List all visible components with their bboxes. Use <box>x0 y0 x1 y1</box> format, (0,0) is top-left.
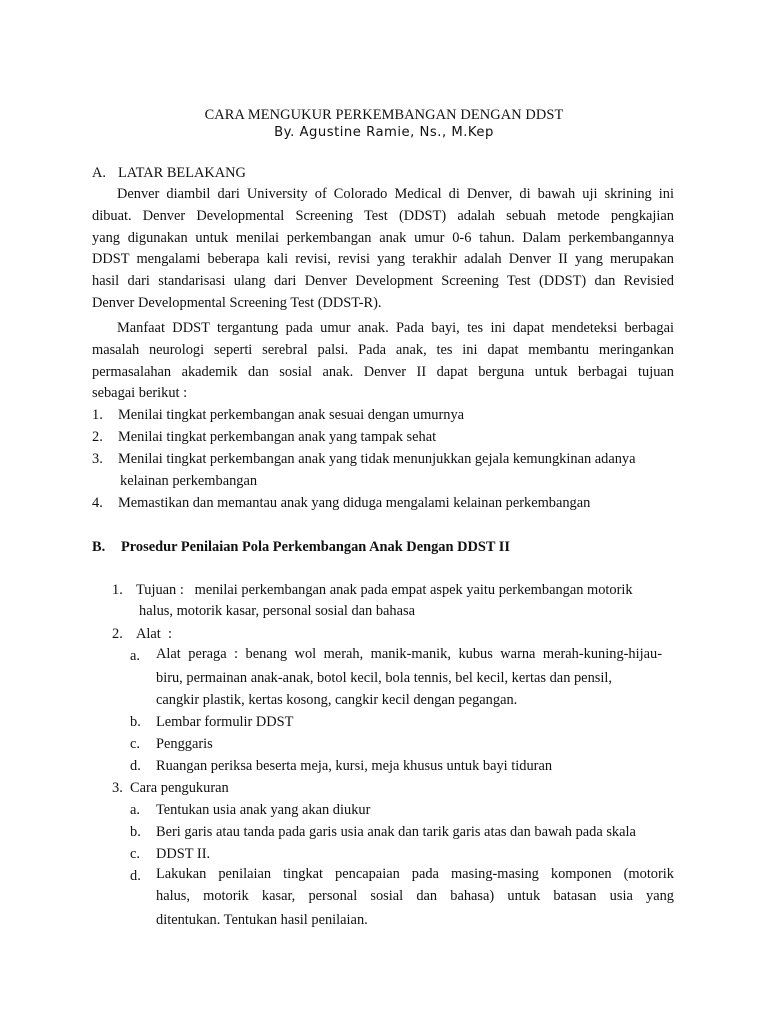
sub-item-letter: c. <box>130 846 140 862</box>
section-a-title: LATAR BELAKANG <box>118 165 246 181</box>
document-title: CARA MENGUKUR PERKEMBANGAN DENGAN DDST <box>204 107 564 123</box>
list-item-text: Menilai tingkat perkembangan anak yang tidak menunjukkan gejala kemungkinan adanya <box>118 451 636 467</box>
list-item-number: 1. <box>92 407 103 423</box>
list-item-number: 2. <box>92 429 103 445</box>
paragraph-line: Manfaat DDST tergantung pada umur anak. Pada bayi, tes ini dapat mendeteksi berbagai <box>117 320 674 336</box>
sub-item-text: Lakukan penilaian tingkat pencapaian pada masing-masing komponen (motorik <box>156 866 674 882</box>
paragraph-line: Denver diambil dari University of Colorado Medical di Denver, di bawah uji skrining ini <box>117 186 674 202</box>
section-b-label: B. <box>92 539 106 555</box>
sub-item-letter: c. <box>130 736 140 752</box>
sub-item-text: Penggaris <box>156 736 213 752</box>
list-item-text: Menilai tingkat perkembangan anak yang tampak sehat <box>118 429 437 445</box>
paragraph-line: Denver Developmental Screening Test (DDST-R). <box>92 294 382 311</box>
sub-item-letter: b. <box>130 824 141 840</box>
list-item-number: 4. <box>92 495 103 511</box>
sub-item-letter: a. <box>130 802 140 818</box>
sub-item-letter: d. <box>130 758 141 774</box>
paragraph-latar-belakang-1 <box>92 184 674 315</box>
paragraph-line: yang digunakan untuk menilai perkembangan anak umur 0-6 tahun. Dalam perkembangannya <box>92 229 674 246</box>
section-b-title: Prosedur Penilaian Pola Perkembangan Anak Dengan DDST II <box>121 539 511 555</box>
sub-item-text: ditentukan. Tentukan hasil penilaian. <box>156 912 368 928</box>
section-b-heading <box>92 538 510 556</box>
list-item-text: Alat : <box>136 626 172 642</box>
sub-item-text: Alat peraga : benang wol merah, manik-manik, kubus warna merah-kuning-hijau- <box>156 646 662 662</box>
list-item-number: 3. <box>112 780 123 796</box>
list-item-text: halus, motorik kasar, personal sosial dan bahasa <box>139 603 415 619</box>
sub-item-text: Tentukan usia anak yang akan diukur <box>156 802 371 818</box>
list-item-text: Menilai tingkat perkembangan anak sesuai dengan umurnya <box>118 407 465 423</box>
sub-item-text: DDST II. <box>156 846 211 862</box>
list-item-text: Cara pengukuran <box>130 780 229 796</box>
sub-item-text: Lembar formulir DDST <box>156 714 294 730</box>
sub-item-text: cangkir plastik, kertas kosong, cangkir kecil dengan pegangan. <box>156 692 518 708</box>
section-a-label: A. <box>92 165 106 181</box>
sub-item-letter: b. <box>130 714 141 730</box>
sub-item-text: Beri garis atau tanda pada garis usia anak dan tarik garis atas dan bawah pada skala <box>156 824 636 840</box>
sub-item-text: Ruangan periksa beserta meja, kursi, meja khusus untuk bayi tiduran <box>156 758 553 774</box>
paragraph-line: permasalahan akademik dan sosial anak. Denver II dapat berguna untuk berbagai tujuan <box>92 363 674 380</box>
list-item-number: 3. <box>92 451 103 467</box>
sub-item-text: biru, permainan anak-anak, botol kecil, bola tennis, bel kecil, kertas dan pensil, <box>156 670 612 686</box>
list-item-number: 1. <box>112 582 123 598</box>
sub-item-letter: a. <box>130 648 140 664</box>
paragraph-line: hasil dari standarisasi ulang dari Denver Development Screening Test (DDST) dan Revisied <box>92 273 674 290</box>
list-item-text: kelainan perkembangan <box>120 473 258 489</box>
list-item-text: Memastikan dan memantau anak yang diduga mengalami kelainan perkembangan <box>118 495 591 511</box>
list-item-text: Tujuan : menilai perkembangan anak pada empat aspek yaitu perkembangan motorik <box>136 582 633 598</box>
paragraph-line: dibuat. Denver Developmental Screening Test (DDST) adalah sebuah metode pengkajian <box>92 207 674 224</box>
list-item-number: 2. <box>112 626 123 642</box>
document-author: By. Agustine Ramie, Ns., M.Kep <box>274 125 494 140</box>
paragraph-line: masalah neurologi seperti serebral palsi. Pada anak, tes ini dapat membantu meringankan <box>92 341 674 358</box>
paragraph-line: sebagai berikut : <box>92 385 188 402</box>
section-a-heading <box>92 164 246 182</box>
paragraph-latar-belakang-2 <box>92 318 674 405</box>
sub-item-letter: d. <box>130 868 141 884</box>
sub-item-text: halus, motorik kasar, personal sosial dan bahasa) untuk batasan usia yang <box>156 888 674 904</box>
paragraph-line: DDST mengalami beberapa kali revisi, revisi yang terakhir adalah Denver II yang merupakan <box>92 251 674 268</box>
